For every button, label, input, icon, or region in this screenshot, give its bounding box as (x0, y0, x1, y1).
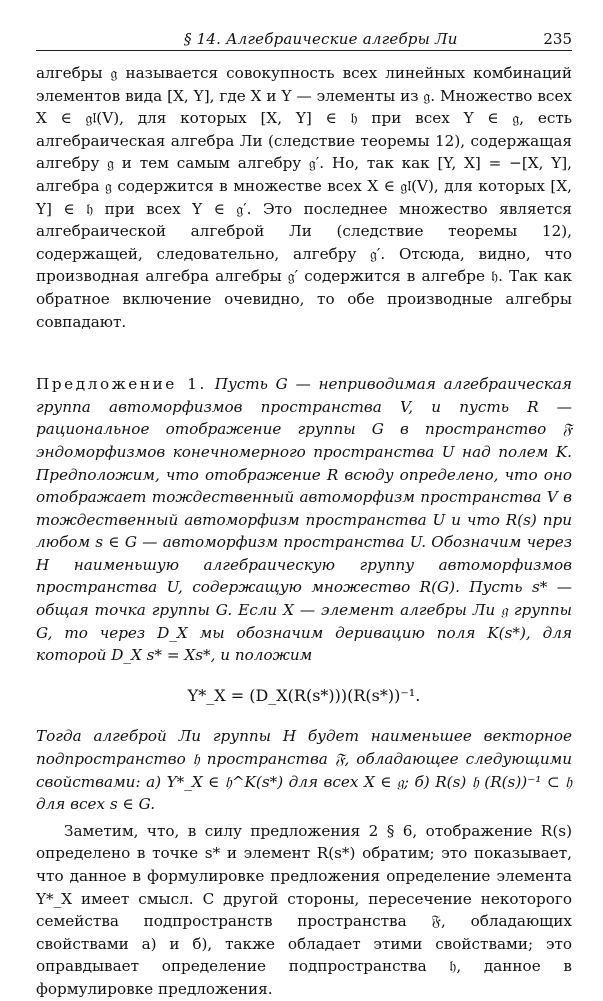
proposition-conclusion: Тогда алгеброй Ли группы H будет наименьшее векторное подпространство 𝔥 пространства 𝔉, обладающее следующими свойствами: а) Y*_X ∈ 𝔥^K(s*) для всех X ∈ 𝔤; б) R(s) 𝔥 (R(s))⁻¹ ⊂ 𝔥 для всех s ∈ G. (36, 727, 572, 814)
page-body (36, 56, 572, 1001)
proposition-1 (36, 373, 572, 816)
paragraph-remark: Заметим, что, в силу предложения 2 § 6, отображение R(s) определено в точке s* и элемент R(s*) обратим; это показывает, что данное в формулировке предложения определение элемента Y*_X имеет смысл. С другой стороны, пересечение некоторого семейства подпространств пространства 𝔉, обладающих свойствами а) и б), также обладает этими свойствами; это оправдывает определение подпространства 𝔥, данное в формулировке предложения. (36, 821, 572, 998)
proposition-label: Предложение 1. (36, 375, 207, 394)
header-title: § 14. Алгебраические алгебры Ли (184, 30, 458, 48)
paragraph-derived-algebra: алгебры 𝔤 называется совокупность всех линейных комбинаций элементов вида [X, Y], где X и Y — элементы из 𝔤. Множество всех X ∈ 𝔤𝔩(V), для которых [X, Y] ∈ 𝔥 при всех Y ∈ 𝔤, есть алгебраическая алгебра Ли (следствие теоремы 12), содержащая алгебру 𝔤 и тем самым алгебру 𝔤′. Но, так как [Y, X] = −[X, Y], алгебра 𝔤 содержится в множестве всех X ∈ 𝔤𝔩(V), для которых [X, Y] ∈ 𝔥 при всех Y ∈ 𝔤′. Это последнее множество является алгебраической алгеброй Ли (следствие теоремы 12), содержащей, следовательно, алгебру 𝔤′. Отсюда, видно, что производная алгебра алгебры 𝔤′ содержится в алгебре 𝔥. Так как обратное включение очевидно, то обе производные алгебры совпадают. (36, 64, 572, 331)
running-header (36, 26, 572, 51)
display-formula: Y*_X = (D_X(R(s*)))(R(s*))⁻¹. (187, 685, 421, 705)
page-number: 235 (543, 30, 572, 48)
proposition-statement: Пусть G — неприводимая алгебраическая группа автоморфизмов пространства V, и пусть R — рациональное отображение группы G в пространство 𝔉 эндоморфизмов конечномерного пространства U над полем K. Предположим, что отображение R всюду определено, что оно отображает тождественный автоморфизм пространства V в тождественный автоморфизм пространства U и что R(s) при любом s ∈ G — автоморфизм пространства U. Обозначим через H наименьшую алгебраическую группу автоморфизмов пространства U, содержащую множество R(G). Пусть s* — общая точка группы G. Если X — элемент алгебры Ли 𝔤 группы G, то через D_X мы обозначим деривацию поля K(s*), для которой D_X s* = Xs*, и положим (36, 375, 572, 665)
